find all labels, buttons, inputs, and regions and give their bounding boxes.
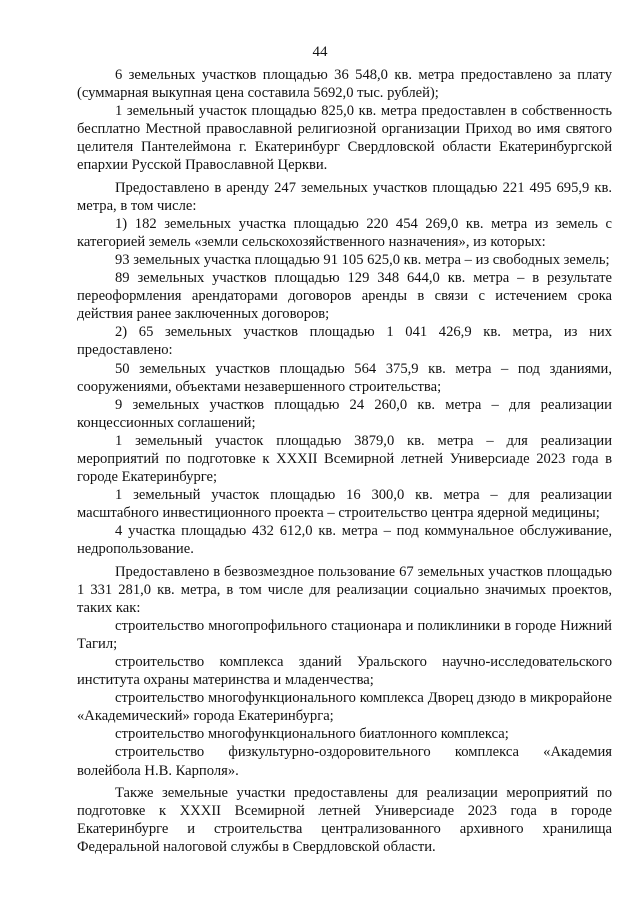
paragraph: строительство многопрофильного стационара и поликлиники в городе Нижний Тагил;	[77, 617, 612, 652]
paragraph: 89 земельных участков площадью 129 348 644,0 кв. метра – в результате переоформления арендаторами договоров аренды в связи с истечением срока действия ранее заключенных договоров;	[77, 270, 612, 323]
paragraph: Также земельные участки предоставлены для реализации мероприятий по подготовке к XXXII Всемирной летней Универсиаде 2023 года в городе Екатеринбурге и строительства централизованного архивного хранилища Федеральной налоговой службы в Свердловской области.	[77, 784, 612, 855]
paragraph: 1) 182 земельных участка площадью 220 454 269,0 кв. метра из земель с категорией земель «земли сельскохозяйственного назначения», из которых:	[77, 215, 612, 250]
paragraph: 1 земельный участок площадью 3879,0 кв. метра – для реализации мероприятий по подготовке к XXXII Всемирной летней Универсиаде 2023 года в городе Екатеринбурге;	[77, 432, 612, 486]
paragraph: 9 земельных участков площадью 24 260,0 кв. метра – для реализации концессионных соглашений;	[77, 396, 612, 431]
paragraph: строительство комплекса зданий Уральского научно-исследовательского института охраны материнства и младенчества;	[77, 654, 612, 689]
paragraph: строительство многофункционального биатлонного комплекса;	[115, 726, 509, 743]
paragraph: 4 участка площадью 432 612,0 кв. метра – под коммунальное обслуживание, недропользование.	[77, 523, 612, 558]
paragraph: 1 земельный участок площадью 825,0 кв. метра предоставлен в собственность бесплатно Местной православной религиозной организации Приход во имя святого целителя Пантелеймона г. Екатеринбург Свердловской области Екатеринбургской епархии Русской Православной Церкви.	[77, 103, 612, 174]
paragraph: 6 земельных участков площадью 36 548,0 кв. метра предоставлено за плату (суммарная выкупная цена составила 5692,0 тыс. рублей);	[77, 67, 612, 102]
paragraph: Предоставлено в аренду 247 земельных участков площадью 221 495 695,9 кв. метра, в том числе:	[77, 179, 612, 214]
paragraph: 50 земельных участков площадью 564 375,9 кв. метра – под зданиями, сооружениями, объектами незавершенного строительства;	[77, 360, 612, 395]
paragraph: строительство многофункционального комплекса Дворец дзюдо в микрорайоне «Академический» города Екатеринбурга;	[77, 690, 612, 725]
paragraph: 1 земельный участок площадью 16 300,0 кв. метра – для реализации масштабного инвестиционного проекта – строительство центра ядерной медицины;	[77, 487, 612, 522]
body-text	[77, 66, 612, 856]
paragraph: строительство физкультурно-оздоровительного комплекса «Академия волейбола Н.В. Карполя».	[77, 744, 612, 779]
page-number: 44	[312, 44, 328, 60]
paragraph: 93 земельных участка площадью 91 105 625,0 кв. метра – из свободных земель;	[115, 251, 610, 268]
paragraph: 2) 65 земельных участков площадью 1 041 426,9 кв. метра, из них предоставлено:	[77, 324, 612, 359]
paragraph: Предоставлено в безвозмездное пользование 67 земельных участков площадью 1 331 281,0 кв. метра, в том числе для реализации социально значимых проектов, таких как:	[77, 563, 612, 616]
